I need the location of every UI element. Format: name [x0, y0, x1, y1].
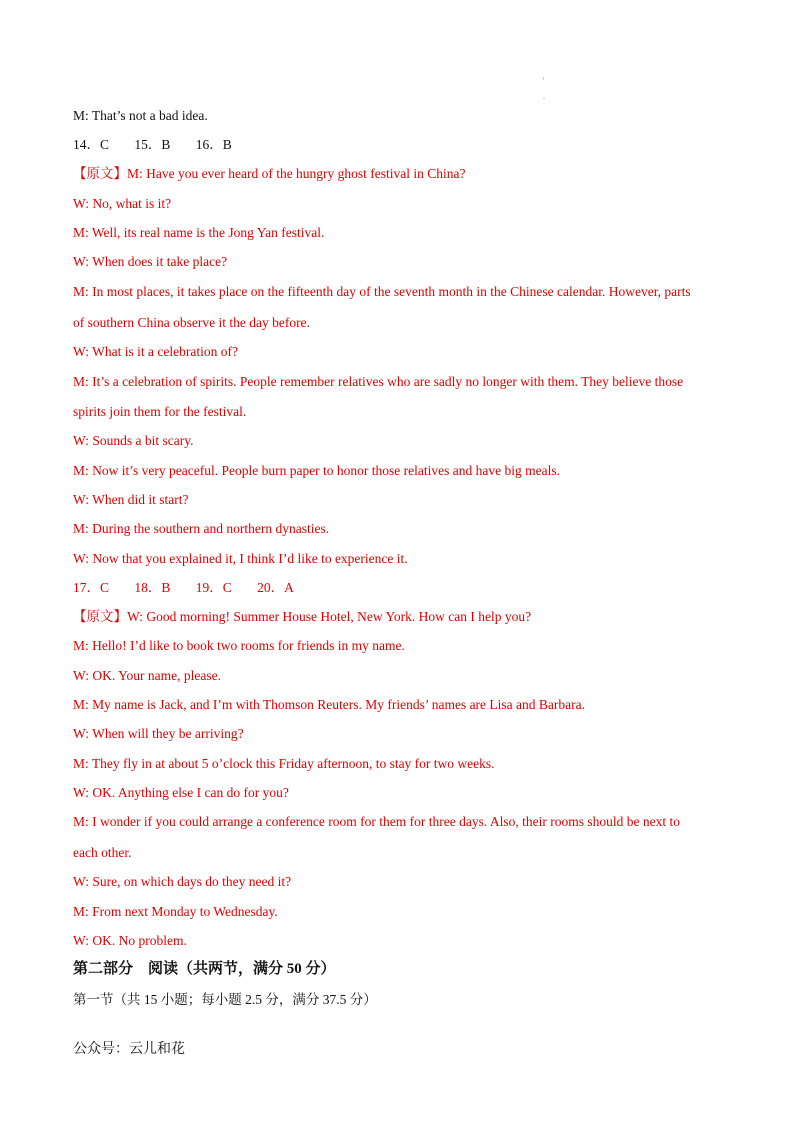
dialogue-line: M: My name is Jack, and I’m with Thomson Reuters. My friends’ names are Lisa and Barbara. [73, 697, 585, 712]
answer-16: 16．B [195, 137, 232, 152]
dialogue-line: M: It’s a celebration of spirits. People remember relatives who are sadly no longer with them. They believe those [73, 374, 684, 389]
transcript-label: 【原文】 [73, 609, 127, 624]
dialogue-line: W: What is it a celebration of? [73, 344, 238, 359]
transcript-start-line [73, 608, 531, 626]
dialogue-line: W: OK. Your name, please. [73, 668, 221, 683]
dialogue-line: W: When will they be arriving? [73, 726, 244, 741]
dialogue-line: M: During the southern and northern dynasties. [73, 521, 330, 536]
dialogue-line: M: They fly in at about 5 o’clock this Friday afternoon, to stay for two weeks. [73, 756, 495, 771]
dialogue-line: each other. [73, 845, 132, 860]
dialogue-line: M: In most places, it takes place on the fifteenth day of the seventh month in the Chinese calendar. However, parts [73, 284, 691, 299]
dialogue-line: W: Sounds a bit scary. [73, 433, 194, 448]
dialogue-line: W: When does it take place? [73, 254, 228, 269]
stray-mark: ' [543, 76, 545, 85]
dialogue-line: W: Sure, on which days do they need it? [73, 874, 292, 889]
answer-row [73, 579, 316, 597]
dialogue-line: W: OK. No problem. [73, 933, 187, 948]
dialogue-text: W: Good morning! Summer House Hotel, New York. How can I help you? [127, 609, 532, 624]
answer-20: 20．A [257, 580, 294, 595]
dialogue-text: M: Have you ever heard of the hungry ghost festival in China? [127, 166, 466, 181]
answer-18: 18．B [134, 580, 171, 595]
dialogue-line: W: OK. Anything else I can do for you? [73, 785, 289, 800]
dialogue-line: W: No, what is it? [73, 196, 172, 211]
answer-15: 15．B [134, 137, 171, 152]
dialogue-line: M: Now it’s very peaceful. People burn paper to honor those relatives and have big meals. [73, 463, 560, 478]
dialogue-line: M: Well, its real name is the Jong Yan festival. [73, 225, 325, 240]
transcript-start-line [73, 165, 466, 183]
dialogue-line: of southern China observe it the day before. [73, 315, 310, 330]
answer-17: 17．C [73, 580, 110, 595]
dialogue-line: spirits join them for the festival. [73, 404, 247, 419]
answer-19: 19．C [195, 580, 232, 595]
answer-14: 14．C [73, 137, 110, 152]
stray-mark: . [543, 92, 545, 101]
dialogue-line: M: From next Monday to Wednesday. [73, 904, 278, 919]
section-heading: 第二部分 阅读（共两节，满分 50 分） [73, 961, 336, 977]
footer-note: 公众号：云儿和花 [73, 1041, 185, 1057]
dialogue-line: M: I wonder if you could arrange a conference room for them for three days. Also, their rooms should be next to [73, 814, 680, 829]
dialogue-line: M: That’s not a bad idea. [73, 108, 208, 123]
transcript-label: 【原文】 [73, 166, 127, 181]
answer-row [73, 136, 254, 154]
dialogue-line: W: Now that you explained it, I think I’d like to experience it. [73, 551, 408, 566]
section-subheading: 第一节（共 15 小题；每小题 2.5 分，满分 37.5 分） [73, 992, 377, 1007]
dialogue-line: M: Hello! I’d like to book two rooms for friends in my name. [73, 638, 405, 653]
dialogue-line: W: When did it start? [73, 492, 189, 507]
